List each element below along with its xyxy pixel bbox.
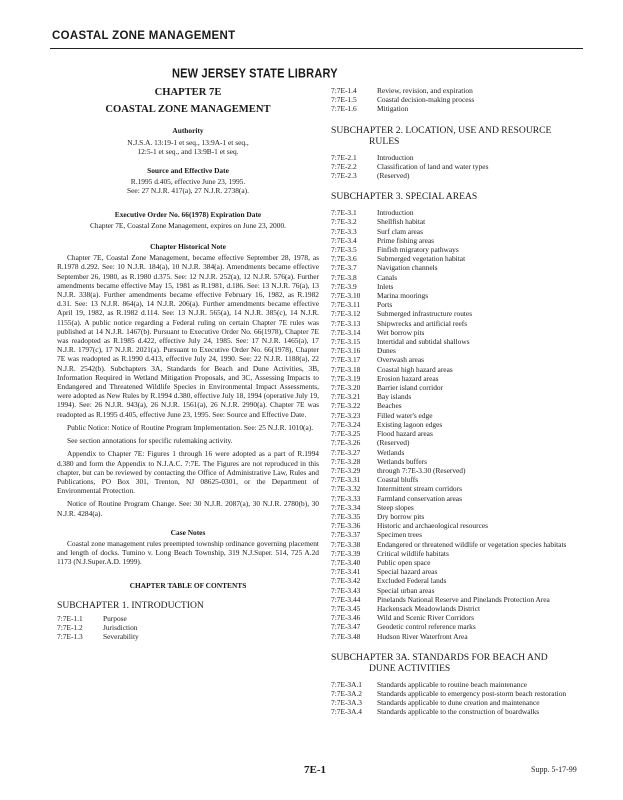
toc-row[interactable]	[57, 614, 139, 623]
section-title: Dry borrow pits	[377, 511, 425, 521]
section-title: Erosion hazard areas	[377, 373, 439, 383]
page-number: 7E-1	[304, 764, 326, 776]
subchapter-3a-heading-cont: DUNE ACTIVITIES	[369, 662, 451, 674]
source-text-2: See: 27 N.J.R. 417(a), 27 N.J.R. 2738(a).	[127, 186, 249, 196]
section-title: Severability	[103, 632, 139, 642]
section-number: 7:7E-3.48	[331, 631, 361, 641]
section-title: Beaches	[377, 401, 402, 411]
section-number: 7:7E-3.28	[331, 456, 361, 466]
section-title: through 7:7E-3.30 (Reserved)	[377, 465, 466, 475]
toc-row[interactable]	[331, 707, 566, 716]
section-title: Hudson River Waterfront Area	[377, 631, 468, 641]
section-title: Filled water's edge	[377, 410, 433, 420]
toc-row[interactable]	[331, 457, 566, 466]
toc-row[interactable]	[331, 383, 566, 392]
toc-row[interactable]	[331, 337, 566, 346]
toc-row[interactable]	[331, 438, 566, 447]
section-title: Introduction	[377, 152, 414, 162]
section-title: Special urban areas	[377, 585, 435, 595]
section-number: 7:7E-3.45	[331, 603, 361, 613]
section-number: 7:7E-3.9	[331, 281, 357, 291]
authority-text-2: 12:5-1 et seq., and 13:9B-1 et seq.	[137, 146, 239, 156]
toc-row[interactable]	[331, 680, 566, 689]
appendix-note: Appendix to Chapter 7E: Figures 1 through 16 were adopted as a part of R.1994 d.380 and form the Appendix to N.J.A.C. 7:7E. The Figures are not reproduced in this chapter, but can be reviewed by contacting the Office of Administrative Law, Rules and Publications, PO Box 301, Trenton, NJ 08625-0301, or the Department of Environmental Protection.	[57, 449, 319, 496]
toc-row[interactable]	[57, 632, 139, 641]
toc-row[interactable]	[331, 365, 566, 374]
section-title: Special hazard areas	[377, 567, 438, 577]
library-stamp: NEW JERSEY STATE LIBRARY	[172, 67, 338, 81]
section-title: Public open space	[377, 557, 431, 567]
section-title: (Reserved)	[377, 438, 410, 448]
subchapter-2-heading: SUBCHAPTER 2. LOCATION, USE AND RESOURCE	[331, 124, 552, 136]
section-title: Submerged vegetation habitat	[377, 254, 466, 264]
section-number: 7:7E-3.44	[331, 594, 361, 604]
subchapter-2-list	[331, 153, 488, 181]
toc-row[interactable]	[331, 95, 474, 104]
section-number: 7:7E-2.1	[331, 152, 357, 162]
section-number: 7:7E-3.3	[331, 226, 357, 236]
section-title: Intertidal and subtidal shallows	[377, 337, 470, 347]
section-number: 7:7E-3A.3	[331, 698, 362, 708]
section-title: Steep slopes	[377, 502, 414, 512]
section-number: 7:7E-3.19	[331, 373, 361, 383]
section-number: 7:7E-3.17	[331, 355, 361, 365]
section-number: 7:7E-3.13	[331, 318, 361, 328]
toc-row[interactable]	[331, 466, 566, 475]
section-title: Pinelands National Reserve and Pinelands Protection Area	[377, 594, 550, 604]
section-title: Barrier island corridor	[377, 383, 444, 393]
section-title: Flood hazard areas	[377, 429, 433, 439]
section-title: Prime fishing areas	[377, 235, 435, 245]
section-number: 7:7E-3.8	[331, 272, 357, 282]
toc-row[interactable]	[331, 104, 474, 113]
toc-row[interactable]	[331, 622, 566, 631]
section-title: Farmland conservation areas	[377, 493, 462, 503]
toc-row[interactable]	[331, 494, 566, 503]
toc-row[interactable]	[331, 171, 488, 180]
toc-row[interactable]	[331, 632, 566, 641]
section-number: 7:7E-3.1	[331, 208, 357, 218]
section-number: 7:7E-3.36	[331, 521, 361, 531]
subchapter-3a-heading: SUBCHAPTER 3A. STANDARDS FOR BEACH AND	[331, 651, 548, 663]
section-title: Coastal bluffs	[377, 475, 419, 485]
section-title: Jurisdiction	[103, 622, 138, 632]
toc-row[interactable]	[331, 282, 566, 291]
section-title: Intermittent stream corridors	[377, 484, 462, 494]
subchapter-3-list	[331, 208, 566, 641]
subchapter-1-continued-list	[331, 86, 474, 114]
section-title: Standards applicable to routine beach maintenance	[377, 679, 528, 689]
section-title: Shipwrecks and artificial reefs	[377, 318, 468, 328]
section-title: Shellfish habitat	[377, 217, 426, 227]
section-title: Marina moorings	[377, 291, 429, 301]
running-head: COASTAL ZONE MANAGEMENT	[52, 30, 236, 42]
section-title: Navigation channels	[377, 263, 438, 273]
header-rule	[50, 48, 583, 49]
toc-row[interactable]	[57, 623, 139, 632]
section-title: Surf clam areas	[377, 226, 423, 236]
section-number: 7:7E-3.21	[331, 392, 361, 402]
toc-row[interactable]	[331, 576, 566, 585]
section-number: 7:7E-3.24	[331, 419, 361, 429]
section-number: 7:7E-3A.2	[331, 688, 362, 698]
toc-row[interactable]	[331, 374, 566, 383]
section-number: 7:7E-3.11	[331, 300, 361, 310]
section-number: 7:7E-3.6	[331, 254, 357, 264]
section-title: Endangered or threatened wildlife or vegetation species habitats	[377, 539, 567, 549]
toc-row[interactable]	[331, 540, 566, 549]
chapter-number: CHAPTER 7E	[154, 87, 222, 98]
section-number: 7:7E-3.10	[331, 291, 361, 301]
eo-text: Chapter 7E, Coastal Zone Management, expires on June 23, 2000.	[89, 220, 286, 230]
section-title: Wild and Scenic River Corridors	[377, 613, 474, 623]
source-heading: Source and Effective Date	[147, 166, 229, 176]
section-title: Standards applicable to dune creation and maintenance	[377, 698, 540, 708]
chapter-title: COASTAL ZONE MANAGEMENT	[105, 104, 271, 116]
toc-row[interactable]	[331, 162, 488, 171]
case-notes-heading: Case Notes	[170, 527, 206, 537]
section-title: Historic and archaeological resources	[377, 521, 489, 531]
supplement-date: Supp. 5-17-99	[531, 765, 577, 774]
toc-heading: CHAPTER TABLE OF CONTENTS	[129, 580, 247, 590]
section-title: Standards applicable to emergency post-storm beach restoration	[377, 688, 567, 698]
section-number: 7:7E-3.34	[331, 502, 361, 512]
section-number: 7:7E-3.4	[331, 235, 357, 245]
toc-row[interactable]	[331, 355, 566, 364]
toc-row[interactable]	[331, 558, 566, 567]
toc-row[interactable]	[331, 420, 566, 429]
toc-row[interactable]	[331, 401, 566, 410]
section-number: 7:7E-3.25	[331, 429, 361, 439]
toc-row[interactable]	[331, 300, 566, 309]
section-title: Wet borrow pits	[377, 327, 425, 337]
section-number: 7:7E-3.31	[331, 475, 361, 485]
section-number: 7:7E-3.37	[331, 530, 361, 540]
section-title: Canals	[377, 272, 398, 282]
public-notice: Public Notice: Notice of Routine Program Implementation. See: 25 N.J.R. 1010(a).	[67, 422, 314, 432]
toc-row[interactable]	[331, 613, 566, 622]
section-number: 7:7E-3A.1	[331, 679, 362, 689]
toc-row[interactable]	[331, 549, 566, 558]
section-number: 7:7E-3.20	[331, 383, 361, 393]
subchapter-1-list	[57, 614, 139, 642]
authority-text-1: N.J.S.A. 13:19-1 et seq., 13:9A-1 et seq.,	[127, 137, 249, 147]
section-title: Coastal high hazard areas	[377, 364, 453, 374]
section-number: 7:7E-3.39	[331, 548, 361, 558]
section-number: 7:7E-3.40	[331, 557, 361, 567]
section-number: 7:7E-2.2	[331, 161, 357, 171]
section-number: 7:7E-1.4	[331, 86, 357, 95]
section-number: 7:7E-3.18	[331, 364, 361, 374]
section-number: 7:7E-3.22	[331, 401, 361, 411]
section-number: 7:7E-3.27	[331, 447, 361, 457]
section-title: Mitigation	[377, 104, 409, 114]
toc-row[interactable]	[331, 604, 566, 613]
section-number: 7:7E-3.2	[331, 217, 357, 227]
section-number: 7:7E-3.42	[331, 576, 361, 586]
authority-heading: Authority	[172, 126, 204, 136]
toc-row[interactable]	[331, 429, 566, 438]
toc-row[interactable]	[331, 595, 566, 604]
toc-row[interactable]	[331, 245, 566, 254]
section-number: 7:7E-3.47	[331, 622, 361, 632]
section-title: Geodetic control reference marks	[377, 622, 476, 632]
section-number: 7:7E-1.3	[57, 632, 83, 642]
subchapter-3-heading: SUBCHAPTER 3. SPECIAL AREAS	[331, 191, 478, 203]
section-title: Excluded Federal lands	[377, 576, 447, 586]
section-number: 7:7E-3.12	[331, 309, 361, 319]
case-notes-text: Coastal zone management rules preempted township ordinance governing placement and length of docks. Tumino v. Long Beach Township, 319 N.J.Super. 514, 725 A.2d 1173 (N.J.Super.A.D. 1999).	[57, 538, 319, 567]
section-title: Standards applicable to the construction of boardwalks	[377, 707, 540, 717]
toc-row[interactable]	[331, 475, 566, 484]
toc-row[interactable]	[331, 567, 566, 576]
section-number: 7:7E-3.16	[331, 346, 361, 356]
section-title: Wetlands	[377, 447, 405, 457]
section-title: Critical wildlife habitats	[377, 548, 449, 558]
toc-row[interactable]	[331, 503, 566, 512]
toc-row[interactable]	[331, 346, 566, 355]
section-title: Overwash areas	[377, 355, 424, 365]
toc-row[interactable]	[331, 328, 566, 337]
section-number: 7:7E-3.15	[331, 337, 361, 347]
section-title: Coastal decision-making process	[377, 95, 475, 105]
section-number: 7:7E-3.38	[331, 539, 361, 549]
toc-row[interactable]	[331, 153, 488, 162]
toc-row[interactable]	[331, 392, 566, 401]
section-number: 7:7E-3.43	[331, 585, 361, 595]
see-section: See section annotations for specific rulemaking activity.	[67, 436, 233, 446]
section-number: 7:7E-3.41	[331, 567, 361, 577]
toc-row[interactable]	[331, 521, 566, 530]
section-number: 7:7E-3.7	[331, 263, 357, 273]
toc-row[interactable]	[331, 530, 566, 539]
section-number: 7:7E-2.3	[331, 171, 357, 181]
section-number: 7:7E-1.5	[331, 95, 357, 105]
toc-row[interactable]	[331, 319, 566, 328]
toc-row[interactable]	[331, 236, 566, 245]
left-column	[57, 86, 319, 641]
section-number: 7:7E-3.33	[331, 493, 361, 503]
section-title: Hackensack Meadowlands District	[377, 603, 481, 613]
toc-row[interactable]	[331, 254, 566, 263]
toc-row[interactable]	[331, 689, 566, 698]
history-heading: Chapter Historical Note	[150, 242, 226, 252]
toc-row[interactable]	[331, 698, 566, 707]
toc-row[interactable]	[331, 208, 566, 217]
section-title: Purpose	[103, 613, 127, 623]
toc-row[interactable]	[331, 586, 566, 595]
toc-row[interactable]	[331, 273, 566, 282]
section-title: Specimen trees	[377, 530, 422, 540]
section-number: 7:7E-3.46	[331, 613, 361, 623]
section-title: Submerged infrastructure routes	[377, 309, 473, 319]
section-title: Existing lagoon edges	[377, 419, 443, 429]
section-title: Inlets	[377, 281, 394, 291]
section-title: Classification of land and water types	[377, 161, 489, 171]
section-number: 7:7E-1.2	[57, 622, 83, 632]
toc-row[interactable]	[331, 309, 566, 318]
section-number: 7:7E-3A.4	[331, 707, 362, 717]
section-title: Wetlands buffers	[377, 456, 427, 466]
toc-row[interactable]	[331, 217, 566, 226]
section-title: Introduction	[377, 208, 414, 218]
section-number: 7:7E-3.23	[331, 410, 361, 420]
section-number: 7:7E-3.26	[331, 438, 361, 448]
section-number: 7:7E-3.29	[331, 465, 361, 475]
toc-row[interactable]	[331, 227, 566, 236]
section-title: Dunes	[377, 346, 396, 356]
section-number: 7:7E-1.6	[331, 104, 357, 114]
eo-heading: Executive Order No. 66(1978) Expiration Date	[114, 209, 262, 219]
section-number: 7:7E-1.1	[57, 613, 83, 623]
subchapter-2-heading-cont: RULES	[369, 135, 400, 147]
toc-row[interactable]	[331, 448, 566, 457]
section-title: Bay islands	[377, 392, 412, 402]
toc-row[interactable]	[331, 263, 566, 272]
history-text: Chapter 7E, Coastal Zone Management, became effective September 28, 1978, as R.1978 d.292. See: 10 N.J.R. 184(a), 10 N.J.R. 384(a). Amendments became effective September 26, 1980, as R.1980 d.375. See: 12 N.J.R. 252(a), 12 N.J.R. 576(a). Further amendments became effective May 15, 1981 as R.1981, d.186. See: 13 N.J.R. 76(a), 13 N.J.R. 338(a). Further amendments became effective February 16, 1982, as R.1982 d.31. See: 13 N.J.R. 864(a), 14 N.J.R. 206(a). Further amendments became effective April 19, 1982, as R.1982 d.114. See: 13 N.J.R. 565(a), 14 N.J.R. 385(c), 14 N.J.R. 1155(a). A public notice regarding a Federal ruling on certain Chapter 7E rules was published at 14 N.J.R. 1467(b). Pursuant to Executive Order No. 66(1978), Chapter 7E was readopted as R.1985 d.422, effective July 24, 1985. See: 17 N.J.R. 1465(a), 17 N.J.R. 1797(c), 17 N.J.R. 2021(a). Pursuant to Executive Order No. 66(1978), Chapter 7E was readopted as R.1990 d.413, effective July 24, 1990. See: 22 N.J.R. 1188(a), 22 N.J.R. 2542(b). Subchapters 3A, Standards for Beach and Dune Activities, 3B, Information Required in Wetland Mitigation Proposals, and 3C, Assessing Impacts to Endangered and Threatened Wildlife Species in Environmental Impact Assessments, were adopted as New Rules by R.1994 d.380, effective July 18, 1994 (operative July 19, 1994). See: 26 N.J.R. 943(a), 26 N.J.R. 1561(a), 26 N.J.R. 2990(a). Chapter 7E was readopted as R.1995 d.405, effective June 23, 1995. See: Source and Effective Date.	[57, 253, 319, 419]
section-title: Ports	[377, 300, 393, 310]
section-number: 7:7E-3.32	[331, 484, 361, 494]
toc-row[interactable]	[331, 291, 566, 300]
section-number: 7:7E-3.14	[331, 327, 361, 337]
toc-row[interactable]	[331, 512, 566, 521]
right-column	[331, 86, 591, 717]
section-title: Review, revision, and expiration	[377, 86, 473, 95]
toc-row[interactable]	[331, 411, 566, 420]
section-number: 7:7E-3.5	[331, 245, 357, 255]
source-text-1: R.1995 d.405, effective June 23, 1995.	[130, 177, 246, 187]
subchapter-3a-list	[331, 680, 566, 717]
section-number: 7:7E-3.35	[331, 511, 361, 521]
section-title: (Reserved)	[377, 171, 410, 181]
section-title: Finfish migratory pathways	[377, 245, 459, 255]
subchapter-1-heading: SUBCHAPTER 1. INTRODUCTION	[57, 599, 204, 611]
toc-row[interactable]	[331, 86, 474, 95]
routine-change-note: Notice of Routine Program Change. See: 30 N.J.R. 2087(a), 30 N.J.R. 2780(b), 30 N.J.R. 4284(a).	[57, 499, 319, 518]
toc-row[interactable]	[331, 484, 566, 493]
